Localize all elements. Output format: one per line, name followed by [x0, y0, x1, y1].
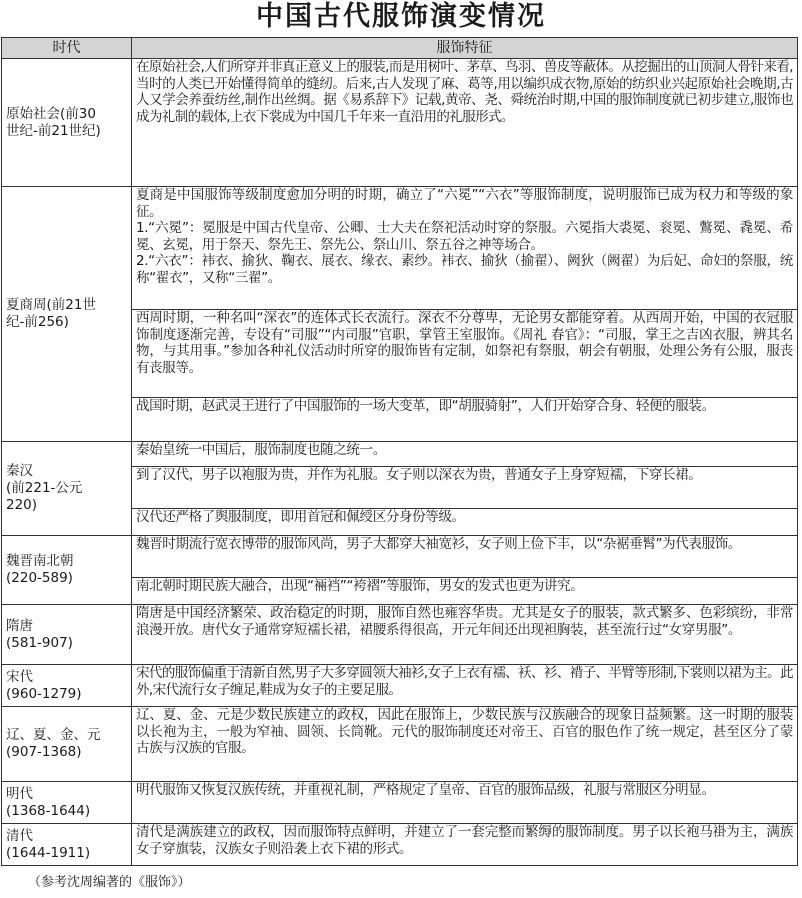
feature-text: 秦始皇统一中国后，服饰制度也随之统一。: [136, 442, 386, 458]
feature-text: 2.“六衣”：袆衣、揄狄、鞠衣、展衣、缘衣、素纱。袆衣、揄狄（揄翟）、阙狄（阙翟）为后妃、命妇的祭服，统称“翟衣”，又称“三翟”。: [136, 253, 793, 286]
feature-cell: [132, 310, 798, 398]
feature-text: 清代是满族建立的政权，因而服饰特点鲜明，并建立了一套完整而繁缛的服饰制度。男子以长袍马褂为主，满族女子穿旗装，汉族女子则沿袭上衣下裙的形式。: [136, 824, 793, 857]
feature-text: 夏商是中国服饰等级制度愈加分明的时期，确立了“六冕”“六衣”等服饰制度，说明服饰已成为权力和等级的象征。: [136, 187, 793, 220]
table-row: [2, 605, 798, 665]
table-row: [2, 536, 798, 578]
period-cell: [2, 442, 132, 536]
feature-text: 辽、夏、金、元是少数民族建立的政权，因此在服饰上，少数民族与汉族融合的现象日益频繁。这一时期的服装以长袍为主，一般为窄袖、圆领、长筒靴。元代的服饰制度还对帝王、百官的服色作了统一规定，甚至区分了蒙古族与汉族的官服。: [136, 707, 793, 757]
period-cell: [2, 59, 132, 187]
period-cell: [2, 605, 132, 665]
period-range: 220): [6, 497, 38, 513]
period-cell: [2, 782, 132, 824]
feature-cell: [132, 782, 798, 824]
period-label: 隋唐: [6, 617, 33, 634]
period-range: (1644-1911): [6, 844, 91, 861]
period-label: 宋代: [6, 668, 33, 685]
period-range: (前221-公元: [6, 480, 83, 496]
period-cell: [2, 536, 132, 605]
feature-cell: [132, 467, 798, 509]
feature-cell: [132, 665, 798, 707]
column-header-period: 时代: [2, 38, 132, 59]
table-row: [2, 442, 798, 467]
feature-cell: [132, 578, 798, 605]
feature-text: 隋唐是中国经济繁荣、政治稳定的时期，服饰自然也雍容华贵。尤其是女子的服装，款式繁多、色彩缤纷，非常浪漫开放。唐代女子通常穿短襦长裙，裙腰系得很高，开元年间还出现袒胸装，甚至流行过“女穿男服”。: [136, 605, 793, 638]
feature-cell: [132, 398, 798, 442]
period-range: (220-589): [6, 570, 73, 586]
feature-cell: [132, 59, 798, 187]
feature-cell: [132, 536, 798, 578]
period-range: (581-907): [6, 634, 73, 651]
period-cell: [2, 665, 132, 707]
period-label: 魏晋南北朝: [6, 553, 74, 569]
feature-cell: [132, 509, 798, 536]
feature-cell: [132, 187, 798, 310]
period-range: (1368-1644): [6, 802, 91, 819]
period-label: 原始社会(前30: [6, 105, 96, 122]
feature-text: 在原始社会,人们所穿并非真正意义上的服装,而是用树叶、茅草、鸟羽、兽皮等蔽体。从挖掘出的山顶洞人骨针来看,当时的人类已开始懂得简单的缝纫。后来,古人发现了麻、葛等,用以编织成衣物,原始的纺织业兴起原始社会晚期,古人又学会养蚕纺丝,制作出丝绸。据《易系辞下》记载,黄帝、尧、舜统治时期,中国的服饰制度就已初步建立,服饰也成为礼制的载体,上衣下裳成为中国几千年来一直沿用的礼服形式。: [136, 59, 793, 125]
table-header-row: [2, 38, 798, 59]
period-cell: [2, 187, 132, 442]
feature-text: 魏晋时期流行宽衣博带的服饰风尚，男子大都穿大袖宽衫，女子则上俭下丰，以“杂裾垂髾”为代表服饰。: [136, 536, 742, 552]
feature-text: 南北朝时期民族大融合，出现“裲裆”“袴褶”等服饰，男女的发式也更为讲究。: [136, 578, 584, 594]
table-row: [2, 665, 798, 707]
period-range: (907-1368): [6, 744, 82, 760]
period-label: 秦汉: [6, 463, 33, 479]
table-row: [2, 824, 798, 866]
period-label: 明代: [6, 785, 33, 802]
feature-text: 汉代还严格了舆服制度，即用首冠和佩绶区分身份等级。: [136, 509, 465, 525]
page-title: 中国古代服饰演变情况: [256, 1, 546, 32]
clothing-history-table: [1, 37, 798, 866]
period-cell: [2, 707, 132, 782]
feature-text: 西周时期，一种名叫“深衣”的连体式长衣流行。深衣不分尊卑，无论男女都能穿着。从西周开始，中国的衣冠服饰制度逐渐完善，专设有“司服”“内司服”官职，掌管王室服饰。《周礼 春官》：“司服，掌王之吉凶衣服，辨其名物，与其用事。”参加各种礼仪活动时所穿的服饰皆有定制，如祭祀有祭服，朝会有朝服，处理公务有公服，服丧有丧服等。: [136, 310, 793, 376]
period-label: 清代: [6, 827, 33, 844]
table-row: [2, 59, 798, 187]
period-range: (960-1279): [6, 685, 82, 702]
feature-text: 战国时期，赵武灵王进行了中国服饰的一场大变革，即“胡服骑射”，人们开始穿合身、轻便的服装。: [136, 398, 715, 414]
feature-cell: [132, 824, 798, 866]
feature-text: 到了汉代，男子以袍服为贵，并作为礼服。女子则以深衣为贵，普通女子上身穿短襦，下穿长裙。: [136, 467, 702, 483]
period-range: 纪-前256): [6, 314, 69, 330]
table-row: [2, 707, 798, 782]
period-label: 辽、夏、金、元: [6, 727, 101, 743]
feature-text: 宋代的服饰偏重于清新自然,男子大多穿圆领大袖衫,女子上衣有襦、袄、衫、褙子、半臂等形制,下裳则以裙为主。此外,宋代流行女子缠足,鞋成为女子的主要足服。: [136, 665, 793, 698]
feature-text: 明代服饰又恢复汉族传统，并重视礼制，严格规定了皇帝、百官的服饰品级，礼服与常服区分明显。: [136, 782, 715, 798]
feature-cell: [132, 605, 798, 665]
period-label: 夏商周(前21世: [6, 297, 96, 313]
feature-text: 1.“六冕”：冕服是中国古代皇帝、公卿、士大夫在祭祀活动时穿的祭服。六冕指大裘冕、衮冕、鷩冕、毳冕、希冕、玄冕，用于祭天、祭先王、祭先公、祭山川、祭五谷之神等场合。: [136, 220, 793, 253]
period-range: 世纪-前21世纪): [6, 122, 101, 139]
column-header-feature: 服饰特征: [132, 38, 798, 59]
feature-cell: [132, 442, 798, 467]
table-row: [2, 782, 798, 824]
period-cell: [2, 824, 132, 866]
source-note: （参考沈周编著的《服饰》）: [28, 875, 191, 890]
table-row: [2, 187, 798, 310]
feature-cell: [132, 707, 798, 782]
